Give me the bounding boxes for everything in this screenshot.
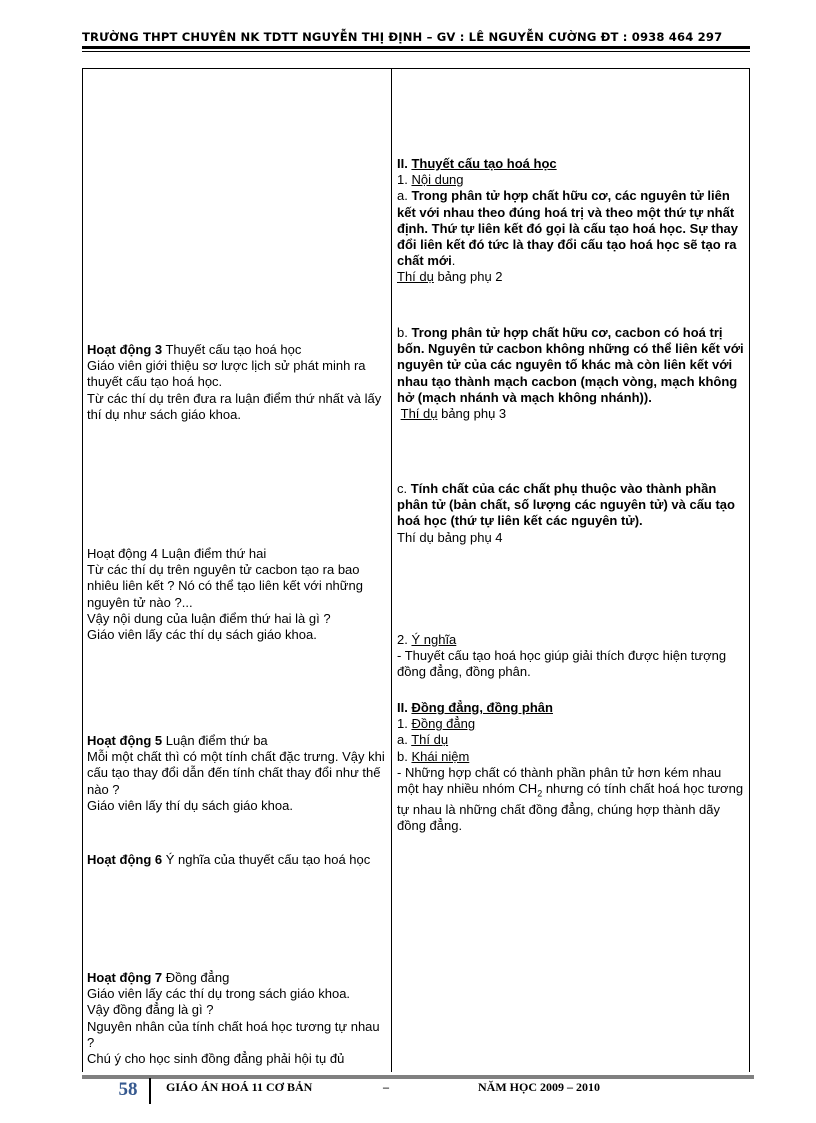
point-a-label: a.	[397, 188, 412, 204]
point-c-text: Tính chất của các chất phụ thuộc vào thành phần phân tử (bản chất, số lượng các nguyên tử) và cấu tạo hoá học (thứ tự liên kết các nguyên tử).	[397, 481, 735, 529]
footer-rule	[82, 1075, 754, 1079]
example-heading: Thí dụ	[411, 732, 449, 748]
activity-7-line-2: Vậy đồng đẳng là gì ?	[87, 1002, 214, 1018]
section-homologues	[397, 700, 744, 834]
meaning-text: - Thuyết cấu tạo hoá học giúp giải thích được hiện tượng đồng đẳng, đồng phân.	[397, 648, 727, 680]
activity-3-line-1: Giáo viên giới thiệu sơ lược lịch sử phát minh ra thuyết cấu tạo hoá học.	[87, 358, 366, 390]
concept-heading: Khái niệm	[411, 748, 470, 764]
activity-7-line-3: Nguyên nhân của tính chất hoá học tương tự nhau ?	[87, 1018, 380, 1050]
activity-5	[87, 733, 389, 814]
activity-7-line-4: Chú ý cho học sinh đồng đẳng phải hội tụ đủ	[87, 1051, 345, 1067]
content-prefix: 1.	[397, 172, 412, 188]
definition-start: - Những hợp chất có thành phần phân tử hơn kém nhau một hay nhiều nhóm CH	[397, 764, 722, 797]
activity-4-title: Hoạt động 4 Luận điểm thứ hai	[87, 546, 267, 561]
page-number-bar	[149, 1078, 151, 1104]
section-2-prefix: II.	[397, 156, 412, 171]
point-b-example-label: Thí dụ	[400, 406, 438, 422]
point-b-label: b.	[397, 325, 412, 340]
footer-dash: –	[383, 1080, 389, 1094]
activity-3-title: Hoạt động 3	[87, 342, 163, 357]
concept-label: b.	[397, 748, 412, 764]
activity-5-line-1: Mỗi một chất thì có một tính chất đặc trưng. Vậy khi cấu tạo thay đổi dẫn đến tính chất thay đổi như thế nào ?	[87, 749, 385, 797]
footer-school-year: NĂM HỌC 2009 – 2010	[478, 1080, 600, 1094]
column-divider	[391, 68, 392, 1072]
activity-3	[87, 342, 389, 423]
point-c	[397, 481, 744, 546]
section-structure-theory	[397, 156, 744, 286]
activity-5-title: Hoạt động 5	[87, 733, 163, 748]
definition-subscript: 2	[537, 788, 543, 799]
content-heading: Nội dung	[411, 172, 464, 188]
activity-5-line-2: Giáo viên lấy thí dụ sách giáo khoa.	[87, 797, 293, 813]
activity-4-line-2: Vậy nội dung của luận điểm thứ hai là gì ?	[87, 610, 331, 626]
activity-4-line-1: Từ các thí dụ trên nguyên tử cacbon tạo ra bao nhiêu liên kết ? Nó có thể tạo liên kết với những nguyên tử nào ?...	[87, 562, 363, 610]
activity-4	[87, 546, 389, 643]
section-2-title: Thuyết cấu tạo hoá học	[411, 156, 557, 171]
section-3-prefix: II.	[397, 700, 412, 715]
example-label: a.	[397, 732, 412, 748]
meaning-heading: Ý nghĩa	[411, 632, 457, 647]
point-a-text: Trong phân tử hợp chất hữu cơ, các nguyên tử liên kết với nhau theo đúng hoá trị và theo một thứ tự nhất định. Thứ tự liên kết đó gọi là cấu tạo hoá học. Sự thay đổi liên kết đó tức là thay đổi cấu tạo hoá học sẽ tạo ra chất mới	[397, 188, 738, 269]
point-a-example-label: Thí dụ	[397, 269, 434, 285]
page-number: 58	[118, 1079, 138, 1100]
activity-6-title: Hoạt động 6	[87, 852, 163, 867]
meaning	[397, 632, 744, 681]
point-b	[397, 325, 744, 422]
activity-3-line-2: Từ các thí dụ trên đưa ra luận điểm thứ nhất và lấy thí dụ như sách giáo khoa.	[87, 390, 382, 422]
section-3-title: Đồng đẳng, đồng phân	[411, 700, 553, 715]
page-header: TRƯỜNG THPT CHUYÊN NK TDTT NGUYỄN THỊ ĐỊNH – GV : LÊ NGUYỄN CƯỜNG ĐT : 0938 464 297	[82, 30, 723, 44]
activity-4-line-3: Giáo viên lấy các thí dụ sách giáo khoa.	[87, 627, 317, 643]
point-b-text: Trong phân tử hợp chất hữu cơ, cacbon có hoá trị bốn. Nguyên tử cacbon không những có thể liên kết với nguyên tử của các nguyên tố khác mà còn liên kết với nhau tạo thành mạch cacbon (mạch vòng, mạch không hở (mạch nhánh và mạch không nhánh)).	[397, 325, 744, 405]
meaning-prefix: 2.	[397, 632, 412, 647]
definition-end: nhưng có tính chất hoá học tương tự nhau là những chất đồng đẳng, chúng hợp thành dãy đồng đẳng.	[397, 781, 744, 834]
activity-3-topic: Thuyết cấu tạo hoá học	[162, 342, 302, 357]
homologue-prefix: 1.	[397, 716, 412, 732]
activity-5-topic: Luận điểm thứ ba	[162, 733, 268, 748]
footer-title: GIÁO ÁN HOÁ 11 CƠ BẢN	[166, 1080, 313, 1094]
point-b-example-ref: bảng phụ 3	[437, 406, 507, 422]
activity-7-line-1: Giáo viên lấy các thí dụ trong sách giáo khoa.	[87, 986, 351, 1002]
activity-6	[87, 852, 389, 868]
header-rule-thin	[82, 51, 750, 52]
activity-7-title: Hoạt động 7	[87, 970, 163, 985]
activity-7-topic: Đồng đẳng	[162, 970, 230, 985]
activity-7	[87, 970, 389, 1067]
activity-6-topic: Ý nghĩa của thuyết cấu tạo hoá học	[162, 852, 371, 867]
point-a-example-ref: bảng phụ 2	[433, 269, 503, 285]
point-c-label: c.	[397, 481, 411, 496]
homologue-heading: Đồng đẳng	[411, 716, 476, 732]
header-rule-thick	[82, 46, 750, 49]
point-a-end: .	[451, 253, 456, 269]
point-c-example: Thí dụ bảng phụ 4	[397, 529, 503, 545]
